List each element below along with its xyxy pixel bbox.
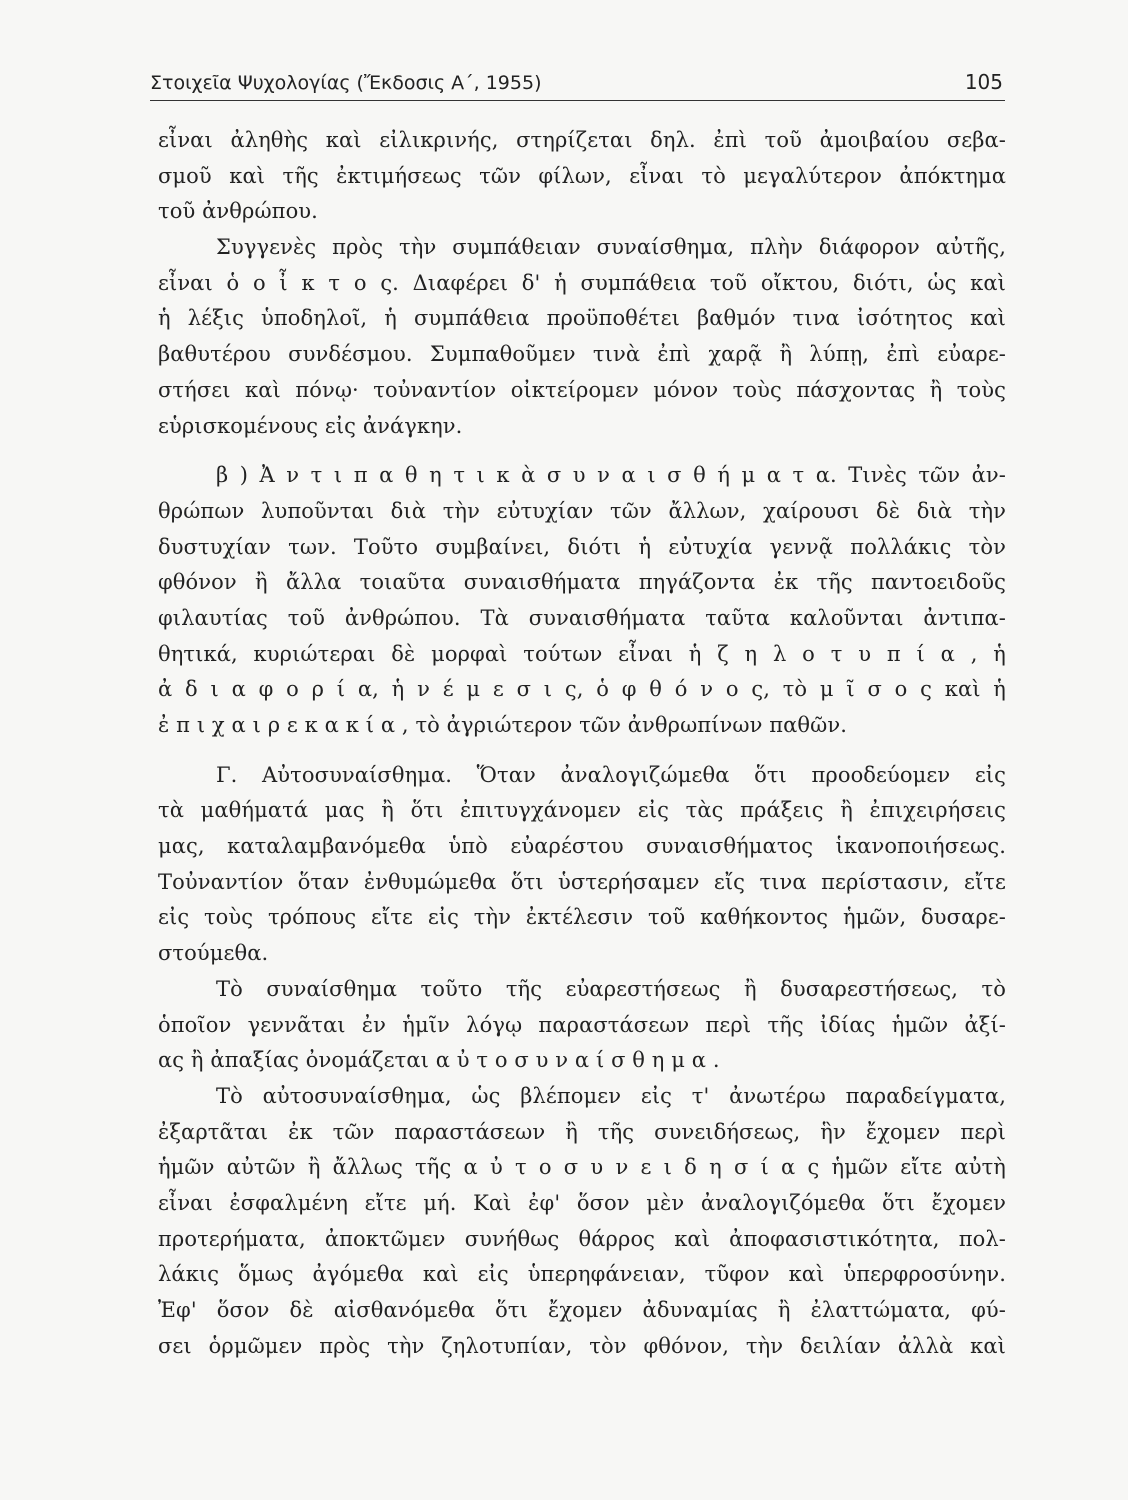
text-line: εὑρισκομένους εἰς ἀνάγκην. [158,413,463,438]
text-line: στήσει καὶ πόνῳ· τοὐναντίον οἰκτείρομεν μόνον τοὺς πάσχοντας ἢ τοὺς [158,377,1006,402]
text-line: εἶναι ἐσφαλμένη εἴτε μή. Καὶ ἐφ' ὅσον μὲν ἀναλογιζόμεθα ὅτι ἔχομεν [158,1190,1006,1215]
paragraph [158,972,1006,1079]
text-line: β ) Ἀ ν τ ι π α θ η τ ι κ ὰ σ υ ν α ι σ θ ή μ α τ α. Τινὲς τῶν ἀν- [216,463,1006,488]
text-line: θρώπων λυποῦνται διὰ τὴν εὐτυχίαν τῶν ἄλλων, χαίρουσι δὲ διὰ τὴν [158,498,1006,523]
text-line: εἶναι ἀληθὴς καὶ εἰλικρινής, στηρίζεται δηλ. ἐπὶ τοῦ ἀμοιβαίου σεβα- [158,128,1006,152]
text-line: Γ. Αὐτοσυναίσθημα. Ὅταν ἀναλογιζώμεθα ὅτι προοδεύομεν εἰς [216,762,1006,787]
text-line: τὰ μαθήματά μας ἢ ὅτι ἐπιτυγχάνομεν εἰς τὰς πράξεις ἢ ἐπιχειρήσεις [158,798,1006,823]
text-line: Τὸ αὐτοσυναίσθημα, ὡς βλέπομεν εἰς τ' ἀνωτέρω παραδείγματα, [216,1083,1006,1108]
text-line: Ἐφ' ὅσον δὲ αἰσθανόμεθα ὅτι ἔχομεν ἀδυναμίας ἢ ἐλαττώματα, φύ- [158,1298,1006,1322]
text-line: Τὸ συναίσθημα τοῦτο τῆς εὐαρεστήσεως ἢ δυσαρεστήσεως, τὸ [216,976,1006,1001]
paragraph [158,1079,1006,1365]
text-line: σει ὁρμῶμεν πρὸς τὴν ζηλοτυπίαν, τὸν φθόνον, τὴν δειλίαν ἀλλὰ καὶ [158,1333,1006,1358]
text-line: ἐξαρτᾶται ἐκ τῶν παραστάσεων ἢ τῆς συνειδήσεως, ἣν ἔχομεν περὶ [158,1119,1006,1144]
text-line: ἐ π ι χ α ι ρ ε κ α κ ί α , τὸ ἀγριώτερον τῶν ἀνθρωπίνων παθῶν. [158,713,848,737]
paragraph [158,758,1006,972]
text-line: σμοῦ καὶ τῆς ἐκτιμήσεως τῶν φίλων, εἶναι τὸ μεγαλύτερον ἀπόκτημα [158,163,1006,188]
running-header [150,70,1005,101]
paragraph [158,458,1006,744]
text-line: ἡμῶν αὐτῶν ἢ ἄλλως τῆς α ὐ τ ο σ υ ν ε ι δ η σ ί α ς ἡμῶν εἴτε αὐτὴ [158,1155,1006,1180]
text-line: προτερήματα, ἀποκτῶμεν συνήθως θάρρος καὶ ἀποφασιστικότητα, πολ- [158,1226,1006,1251]
text-line: βαθυτέρου συνδέσμου. Συμπαθοῦμεν τινὰ ἐπὶ χαρᾷ ἢ λύπῃ, ἐπὶ εὐαρε- [158,342,1006,367]
text-line: Συγγενὲς πρὸς τὴν συμπάθειαν συναίσθημα, πλὴν διάφορον αὐτῆς, [216,235,1006,260]
text-line: στούμεθα. [158,941,269,966]
text-line: εἰς τοὺς τρόπους εἴτε εἰς τὴν ἐκτέλεσιν τοῦ καθήκοντος ἡμῶν, δυσαρε- [158,905,1006,930]
page-number: 105 [964,70,1003,94]
paragraph [158,230,1006,444]
text-line: φιλαυτίας τοῦ ἀνθρώπου. Τὰ συναισθήματα ταῦτα καλοῦνται ἀντιπα- [158,605,1006,630]
text-line: ἡ λέξις ὑποδηλοῖ, ἡ συμπάθεια προϋποθέτει βαθμόν τινα ἰσότητος καὶ [158,306,1006,331]
text-line: λάκις ὅμως ἀγόμεθα καὶ εἰς ὑπερηφάνειαν, τῦφον καὶ ὑπερφροσύνην. [158,1262,1006,1287]
running-title: Στοιχεῖα Ψυχολογίας (Ἔκδοσις Α΄, 1955) [150,72,542,94]
text-line: μας, καταλαμβανόμεθα ὑπὸ εὐαρέστου συναισθήματος ἱκανοποιήσεως. [158,834,1006,859]
text-line: ας ἢ ἀπαξίας ὀνομάζεται α ὐ τ ο σ υ ν α ί σ θ η μ α . [158,1048,720,1073]
paragraph [158,123,1006,230]
text-line: ἀ δ ι α φ ο ρ ί α, ἡ ν έ μ ε σ ι ς, ὁ φ θ ό ν ο ς, τὸ μ ῖ σ ο ς καὶ ἡ [158,677,1006,702]
text-line: δυστυχίαν των. Τοῦτο συμβαίνει, διότι ἡ εὐτυχία γεννᾷ πολλάκις τὸν [158,534,1006,559]
text-line: φθόνον ἢ ἄλλα τοιαῦτα συναισθήματα πηγάζοντα ἐκ τῆς παντοειδοῦς [158,570,1006,595]
text-line: τοῦ ἀνθρώπου. [158,199,318,224]
text-line: εἶναι ὁ ο ἶ κ τ ο ς. Διαφέρει δ' ἡ συμπάθεια τοῦ οἴκτου, διότι, ὡς καὶ [158,270,1006,295]
text-line: θητικά, κυριώτεραι δὲ μορφαὶ τούτων εἶναι ἡ ζ η λ ο τ υ π ί α , ἡ [158,641,1006,666]
text-line: ὁποῖον γεννᾶται ἐν ἡμῖν λόγῳ παραστάσεων περὶ τῆς ἰδίας ἡμῶν ἀξί- [158,1012,1006,1037]
page-body [158,123,1006,1364]
text-line: Τοὐναντίον ὅταν ἐνθυμώμεθα ὅτι ὑστερήσαμεν εἴς τινα περίστασιν, εἴτε [158,869,1006,894]
